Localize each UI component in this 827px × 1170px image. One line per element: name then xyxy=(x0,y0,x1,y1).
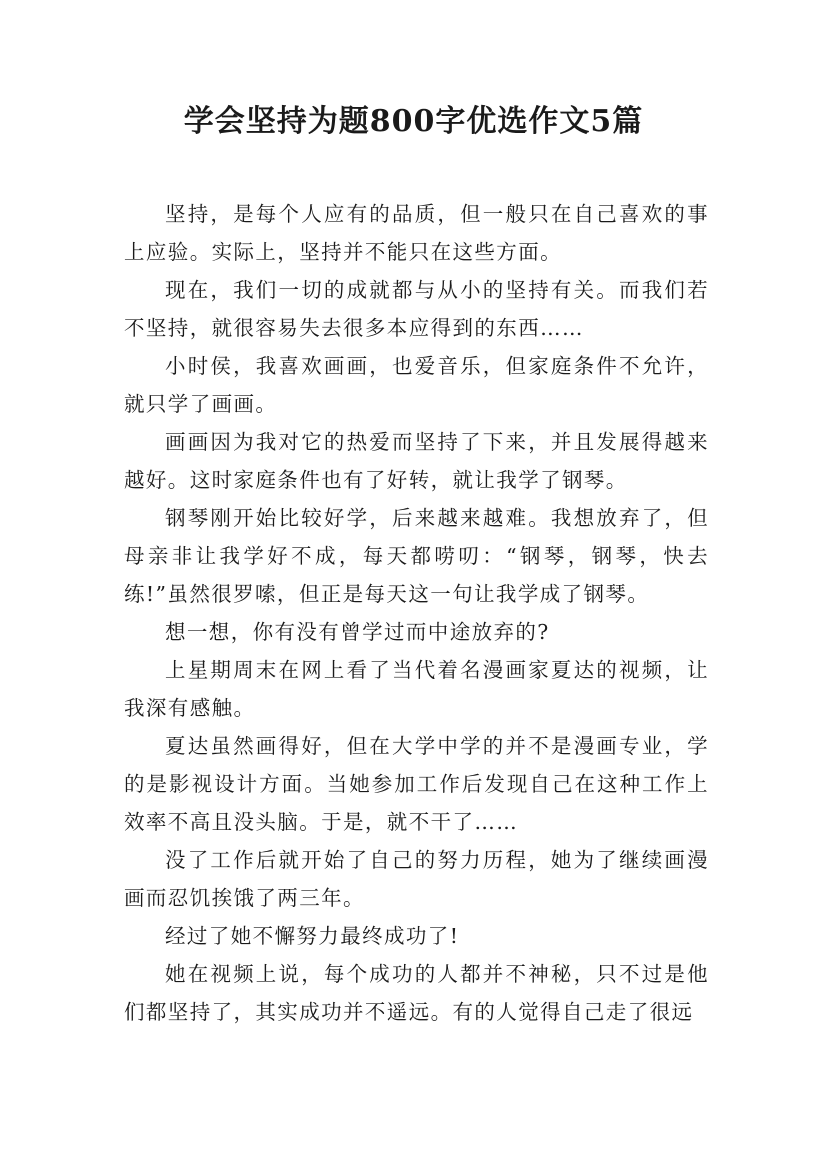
paragraph: 经过了她不懈努力最终成功了! xyxy=(165,924,460,948)
paragraph: 想一想，你有没有曾学过而中途放弃的? xyxy=(165,620,550,644)
document-title: 学会坚持为题800字优选作文5篇 xyxy=(183,104,644,139)
paragraph: 画画因为我对它的热爱而坚持了下来，并且发展得越来越好。这时家庭条件也有了好转，就让我学了钢琴。 xyxy=(124,430,709,492)
document-body xyxy=(124,195,709,1031)
paragraph: 上星期周末在网上看了当代着名漫画家夏达的视频，让我深有感触。 xyxy=(124,658,709,720)
paragraph: 她在视频上说，每个成功的人都并不神秘，只不过是他们都坚持了，其实成功并不遥远。有的人觉得自己走了很远 xyxy=(124,962,709,1024)
paragraph: 坚持，是每个人应有的品质，但一般只在自己喜欢的事上应验。实际上，坚持并不能只在这些方面。 xyxy=(124,202,709,264)
paragraph: 小时侯，我喜欢画画，也爱音乐，但家庭条件不允许，就只学了画画。 xyxy=(124,354,709,416)
paragraph: 没了工作后就开始了自己的努力历程，她为了继续画漫画而忍饥挨饿了两三年。 xyxy=(124,848,709,910)
paragraph: 夏达虽然画得好，但在大学中学的并不是漫画专业，学的是影视设计方面。当她参加工作后发现自己在这种工作上效率不高且没头脑。于是，就不干了…… xyxy=(124,734,709,834)
paragraph: 钢琴刚开始比较好学，后来越来越难。我想放弃了，但母亲非让我学好不成，每天都唠叨：“钢琴，钢琴，快去练!”虽然很罗嗦，但正是每天这一句让我学成了钢琴。 xyxy=(124,506,709,606)
paragraph: 现在，我们一切的成就都与从小的坚持有关。而我们若不坚持，就很容易失去很多本应得到的东西…… xyxy=(124,278,709,340)
